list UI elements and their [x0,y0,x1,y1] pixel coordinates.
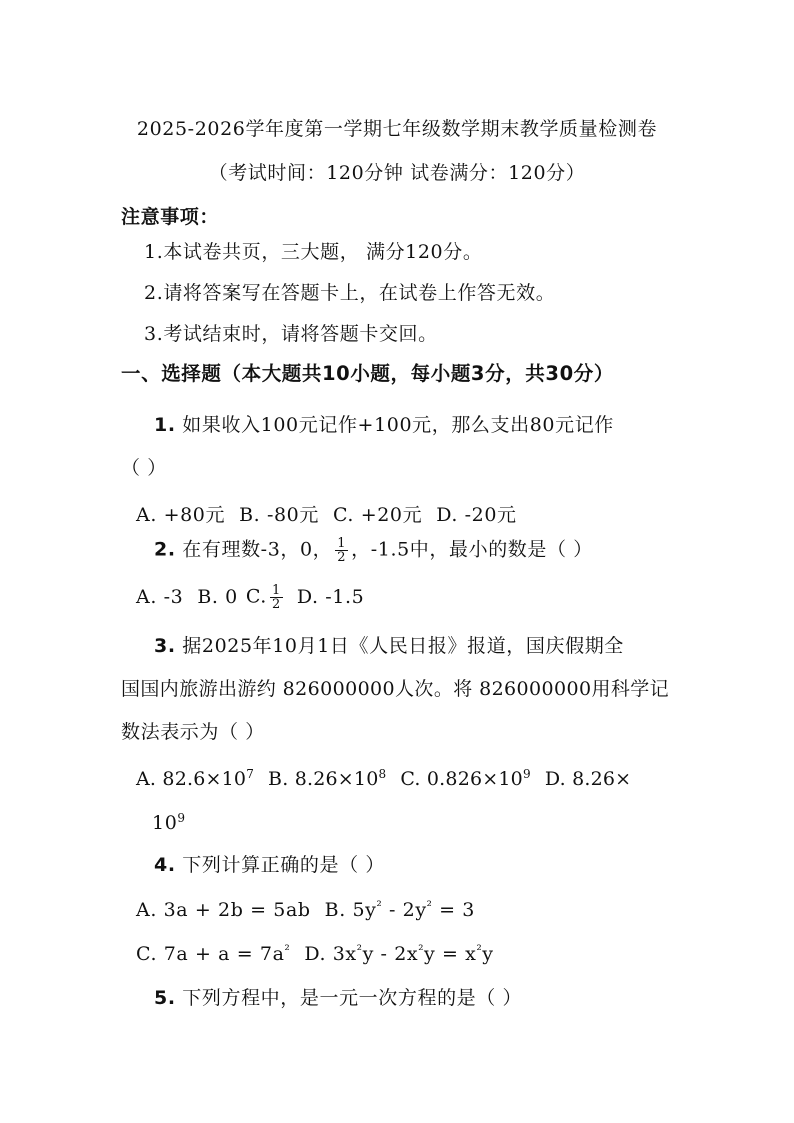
option-c: C. [245,585,267,608]
question-text-tail: ，-1.5中，最小的数是（ ） [351,538,593,561]
question-text-line3: 数法表示为（ ） [121,721,265,743]
question-3 [154,634,624,658]
fraction-half: $\frac{1}{2}$ [271,583,281,612]
option-c: C. $7a + a = 7a^{^2}$ [136,943,291,965]
option-a: A. 3a + 2b = 5ab [136,899,311,921]
option-d: D. -1.5 [296,585,365,608]
option-a: A. +80元 [136,504,226,526]
options-q3 [136,767,631,791]
answer-blank: （ ） [121,457,167,479]
option-c: C. +20元 [332,504,423,526]
question-5 [154,986,522,1010]
notice-item-2: 2.请将答案写在答题卡上，在试卷上作答无效。 [144,282,556,304]
notice-heading: 注意事项： [121,206,220,228]
question-text: 在有理数-3，0， [182,538,333,561]
option-d: D. 8.26× [544,768,632,790]
option-b: B. $8.26\times 10^8$ [268,767,387,790]
question-2 [154,537,593,564]
notice-item-1: 1.本试卷共页，三大题， 满分120分。 [144,241,483,263]
question-text: 如果收入100元记作+100元，那么支出80元记作 [182,414,614,436]
question-1 [154,413,614,437]
question-number: 1. [154,414,176,436]
option-d: D. $3x^{^2}y - 2x^{^2}y = x^{^2}y$ [304,943,494,965]
question-text: 下列计算正确的是（ ） [182,854,385,876]
question-number: 4. [154,854,176,876]
option-c: C. $0.826\times 10^9$ [400,767,531,790]
option-b: B. 0 [197,585,238,608]
option-b: B. -80元 [239,504,319,526]
question-text: 下列方程中，是一元一次方程的是（ ） [182,987,523,1009]
option-a: A. -3 [136,585,184,608]
question-number: 5. [154,987,176,1009]
option-d: D. -20元 [436,504,517,526]
option-b: B. $5y^{^2} - 2y^{^2} = 3$ [324,899,475,921]
fraction-half: $\frac{1}{2}$ [337,536,347,565]
question-text-line2: 国国内旅游出游约 826000000人次。将 826000000用科学记 [121,678,670,700]
question-number: 2. [154,538,176,561]
options-q2 [136,584,378,611]
option-d-cont: $10^9$ [152,811,186,834]
option-a: A. $82.6\times 10^7$ [136,767,255,790]
section1-heading: 一、选择题（本大题共10小题，每小题3分，共30分） [121,362,614,385]
exam-subtitle: （考试时间：120分钟 试卷满分：120分） [208,162,586,184]
options-q1 [136,503,531,527]
options-q4-ab [136,898,475,922]
exam-title: 2025-2026学年度第一学期七年级数学期末教学质量检测卷 [136,118,658,140]
options-q4-cd [136,942,494,966]
question-number: 3. [154,635,176,657]
notice-item-3: 3.考试结束时，请将答题卡交回。 [144,323,438,345]
question-text-line1: 据2025年10月1日《人民日报》报道，国庆假期全 [182,635,624,657]
question-4 [154,853,385,877]
